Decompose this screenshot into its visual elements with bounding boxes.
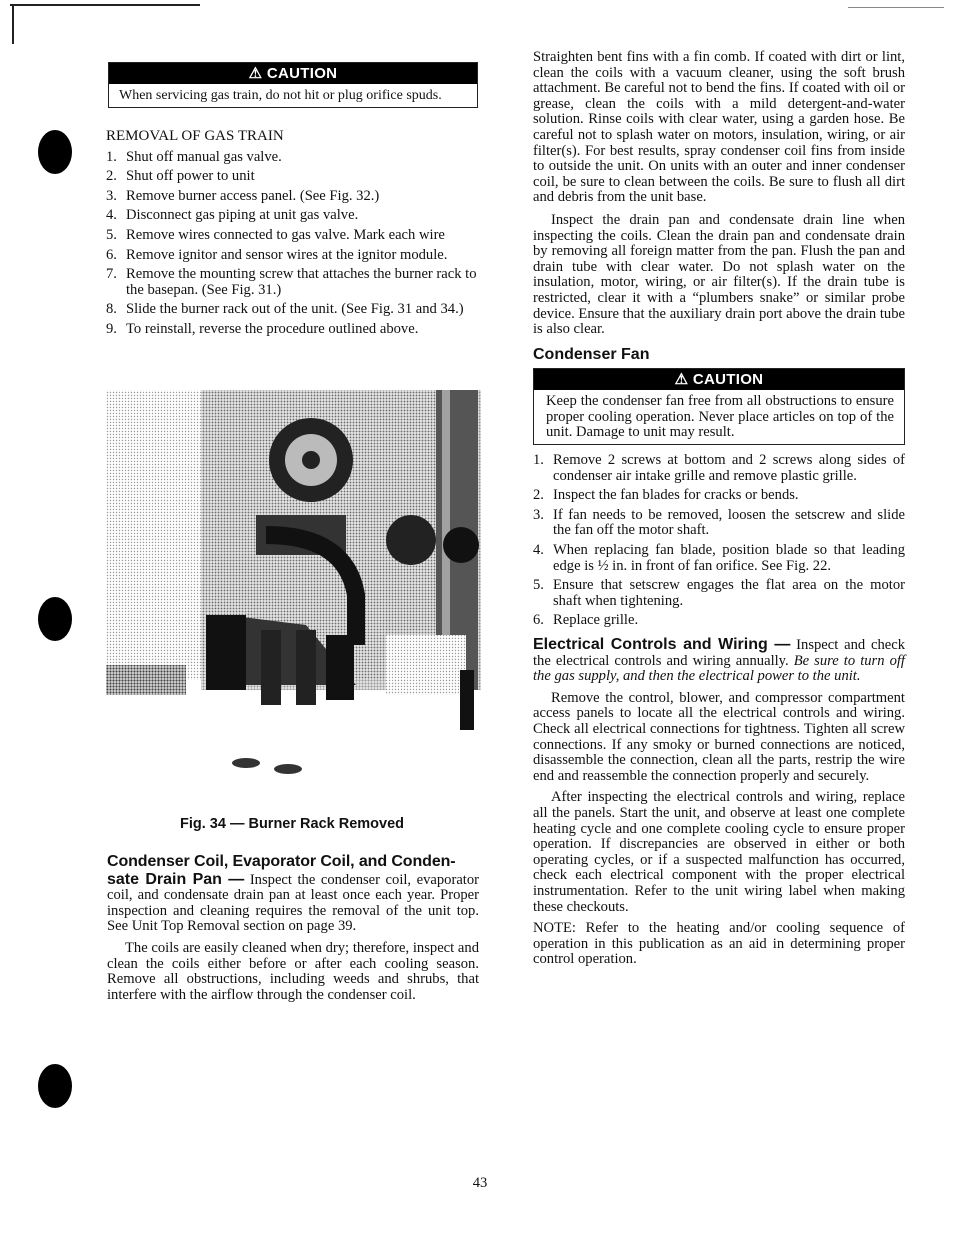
electrical-paragraph-1 [533,637,905,685]
coil-cleaning-paragraph: Straighten bent fins with a fin comb. If coated with dirt or lint, clean the coils with a vacuum cleaner, using the soft brush attachment. Be careful not to bend the fins. If coated with oil or grease, clean the coils with a mild detergent-and-water solution. Rinse coils with clear water, using a garden hose. Be careful not to splash water on motors, insulation, wiring, or air filter(s). For best results, spray condenser coil fins from inside to outside the unit. On units with an outer and inner condenser coil, be sure to clean between the coils. Be sure to flush all dirt and debris from the unit base. [533,49,905,206]
list-item [533,578,905,609]
binder-hole [38,1064,72,1108]
list-item-text: Inspect the fan blades for cracks or bends. [553,487,799,504]
removal-section [106,129,478,342]
list-item-text: Shut off power to unit [126,168,255,185]
coil-heading-line2: sate Drain Pan — [107,870,245,888]
list-item-text: Remove 2 screws at bottom and 2 screws along sides of condenser air intake grille and remove plastic grille. [553,452,905,484]
list-item-number: 6. [106,246,117,263]
electrical-warning: Be sure to turn off the gas supply, and then the electrical power to the unit. [533,652,905,685]
list-item-text: Remove the mounting screw that attaches the burner rack to the basepan. (See Fig. 31.) [126,266,477,298]
list-item-number: 4. [533,542,544,559]
list-item-number: 8. [106,301,117,318]
coil-heading-line1: Condenser Coil, Evaporator Coil, and Conden- [107,853,456,870]
coil-paragraph-1 [107,872,479,935]
coil-paragraph-1-text: Inspect the condenser coil, evaporator coil, and condensate drain pan at least once each year. Proper inspection and cleaning requires the removal of the unit top. See Unit Top Removal section on page 39. [107,871,480,935]
list-item [106,302,478,318]
note-paragraph: NOTE: Refer to the heating and/or cooling sequence of operation in this publication as an aid in determining proper control operation. [533,920,905,968]
binder-hole [38,130,72,174]
top-right-edge-mark [848,7,944,8]
list-item-text: When replacing fan blade, position blade so that leading edge is ½ in. in front of fan orifice. See Fig. 22. [553,542,905,574]
list-item-text: Disconnect gas piping at unit gas valve. [126,207,359,224]
page-number: 43 [472,1175,488,1191]
list-item [106,150,478,166]
list-item [106,189,478,205]
caution-title: ⚠ CAUTION [109,63,477,84]
caution-title: ⚠ CAUTION [534,369,904,390]
list-item [106,208,478,224]
list-item-number: 3. [533,506,544,523]
drain-pan-paragraph: Inspect the drain pan and condensate drain line when inspecting the coils. Clean the drain pan and condensate drain by removing all foreign matter from the pan. Flush the pan and drain tube with clear water. Do not splash water on the insulation, motor, wiring, or air filter(s). If the drain tube is restricted, clear it with a “plumbers snake” or similar probe device. Ensure that the auxiliary drain port above the drain tube is also clear. [533,211,905,338]
burner-rack-photo [106,385,482,785]
list-item [106,267,478,298]
list-item-text: Slide the burner rack out of the unit. (See Fig. 31 and 34.) [126,301,464,318]
caution-text: When servicing gas train, do not hit or plug orifice spuds. [119,88,442,103]
left-edge-mark [12,4,14,44]
list-item-number: 1. [106,148,117,165]
list-item-text: Ensure that setscrew engages the flat area on the motor shaft when tightening. [553,577,905,609]
caution-box-gas-train [108,62,478,108]
figure-caption: Fig. 34 — Burner Rack Removed [179,816,404,832]
list-item-text: Remove ignitor and sensor wires at the ignitor module. [126,246,448,263]
list-item [533,508,905,539]
right-column [533,50,905,968]
removal-heading: REMOVAL OF GAS TRAIN [106,128,284,144]
electrical-intro: Inspect and check the electrical controls and wiring annually. [533,637,905,669]
list-item-number: 9. [106,320,117,337]
list-item [106,248,478,264]
list-item-number: 5. [106,226,117,243]
binder-hole [38,597,72,641]
fan-steps [533,453,905,629]
list-item-number: 1. [533,452,544,469]
coil-section [107,854,479,1003]
list-item-number: 5. [533,577,544,594]
list-item-number: 7. [106,266,117,283]
list-item [106,169,478,185]
list-item-number: 3. [106,187,117,204]
electrical-paragraph-2: Remove the control, blower, and compressor compartment access panels to locate all the electrical controls and wiring. Check all electrical connections for tightness. Tighten all screw connections. If any smoky or burned connections are noticed, disassemble the connection, clean all the parts, restrip the wire end and reassemble the connection properly and securely. [533,689,905,784]
list-item-number: 2. [533,487,544,504]
list-item-text: Remove burner access panel. (See Fig. 32.) [126,187,380,204]
list-item-text: To reinstall, reverse the procedure outlined above. [126,320,419,337]
list-item [533,543,905,574]
list-item [533,453,905,484]
list-item [106,322,478,338]
coil-paragraph-2: The coils are easily cleaned when dry; therefore, inspect and clean the coils either before or after each cooling season. Remove all obstructions, including weeds and shrubs, that interfere with the airflow through the condenser coil. [107,939,479,1003]
list-item-number: 4. [106,207,117,224]
list-item-text: Replace grille. [553,612,639,629]
list-item-number: 6. [533,612,544,629]
electrical-paragraph-3: After inspecting the electrical controls and wiring, replace all the panels. Start the unit, and observe at least one complete heating cycle and one complete cooling cycle to ensure proper operation. If discrepancies are observed in either or both operating cycles, or if a suspected malfunction has occurred, check each electrical component with the proper electrical instrumentation. Refer to the unit wiring label when making these checkouts. [533,789,905,915]
electrical-heading: Electrical Controls and Wiring — [533,636,791,653]
list-item-text: Shut off manual gas valve. [126,148,282,165]
caution-text: Keep the condenser fan free from all obstructions to ensure proper cooling operation. Never place articles on top of the unit. Damage to unit may result. [546,393,894,441]
list-item [533,613,905,629]
list-item [533,488,905,504]
list-item [106,228,478,244]
caution-box-condenser-fan [533,368,905,445]
list-item-number: 2. [106,168,117,185]
condenser-fan-heading: Condenser Fan [533,345,650,363]
top-left-corner-mark [10,4,200,6]
list-item-text: Remove wires connected to gas valve. Mark each wire [126,226,445,243]
list-item-text: If fan needs to be removed, loosen the setscrew and slide the fan off the motor shaft. [553,506,905,539]
removal-steps [106,150,478,338]
